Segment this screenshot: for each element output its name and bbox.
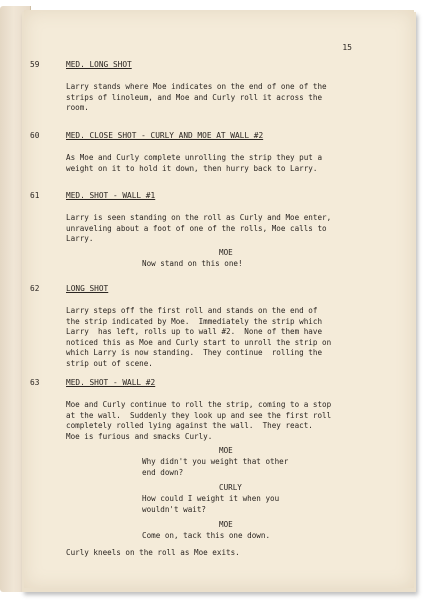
scene-number: 62 xyxy=(30,284,40,293)
scene-number: 60 xyxy=(30,131,40,140)
scene-number: 59 xyxy=(30,60,40,69)
dialogue-line: Come on, tack this one down. xyxy=(142,531,271,540)
scene-number: 63 xyxy=(30,378,40,387)
character-name: CURLY xyxy=(219,483,242,492)
scene-heading: LONG SHOT xyxy=(66,284,109,293)
dialogue-line: Now stand on this one! xyxy=(142,259,243,268)
character-name: MOE xyxy=(219,446,233,455)
scene-number: 61 xyxy=(30,191,40,200)
scene-heading: MED. SHOT - WALL #2 xyxy=(66,378,156,387)
scene-heading: MED. CLOSE SHOT - CURLY AND MOE AT WALL #2 xyxy=(66,131,264,140)
scene-action: Larry stands where Moe indicates on the end of one of the strips of linoleum, and Moe and Curly roll it across the room. xyxy=(66,82,327,113)
dialogue-line: Why didn't you weight that other end down? xyxy=(142,457,289,477)
script-page xyxy=(24,10,414,588)
scene-heading: MED. LONG SHOT xyxy=(66,60,132,69)
scene-action: Larry steps off the first roll and stands on the end of the strip indicated by Moe. Immediately the strip which Larry has left, rolls up to wall #2. None of them have noticed this as Moe and Curly start to unroll the strip on which Larry is now standing. They continue rolling the strip out of scene. xyxy=(66,306,332,368)
scene-heading: MED. SHOT - WALL #1 xyxy=(66,191,156,200)
scene-action: Larry is seen standing on the roll as Curly and Moe enter, unraveling about a foot of one of the rolls, Moe calls to Larry. xyxy=(66,213,332,244)
page-number: 15 xyxy=(342,43,352,52)
dialogue-line: How could I weight it when you wouldn't wait? xyxy=(142,494,280,514)
scene-action: Moe and Curly continue to roll the strip, coming to a stop at the wall. Suddenly they look up and see the first roll completely rolled lying against the wall. They react. Moe is furious and smacks Curly. xyxy=(66,400,332,441)
character-name: MOE xyxy=(219,248,233,257)
closing-action: Curly kneels on the roll as Moe exits. xyxy=(66,548,240,557)
scene-action: As Moe and Curly complete unrolling the strip they put a weight on it to hold it down, then hurry back to Larry. xyxy=(66,153,323,173)
character-name: MOE xyxy=(219,520,233,529)
